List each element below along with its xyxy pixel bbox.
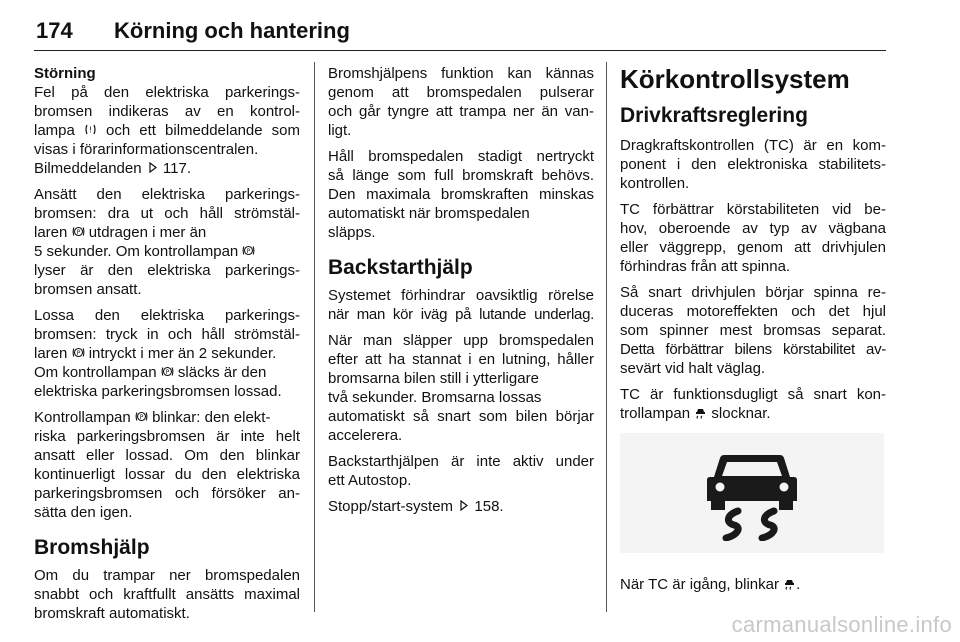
paragraph-autostop [328,452,594,490]
heading-backstarthjalp: Backstarthjälp [328,256,473,279]
text-line: parkeringsbromsen och försöker an- [34,485,300,502]
parking-brake-lamp-icon [135,410,148,423]
parking-brake-lamp-icon [72,346,85,359]
paragraph-release [34,306,300,401]
text-line: Om kontrollampan P släcks är den [34,364,267,381]
text-line: bromsarna bilen still i ytterligare [328,370,539,387]
text-line: När TC är igång, blinkar . [620,576,801,593]
text-line: Systemet förhindrar oavsiktlig rörelse [328,287,594,304]
text-line: bromsen indikeras av en kontrol- [34,103,300,120]
heading-korkontrollsystem: Körkontrollsystem [620,64,850,94]
text-line: hov, oberoende av typ av vägbana [620,220,886,237]
paragraph-tc-spin [620,283,886,378]
svg-text:P: P [165,368,170,376]
arrow-icon[interactable] [146,161,159,174]
paragraph-release-incline [328,331,594,445]
parking-brake-lamp-icon [72,225,85,238]
text-line: Om du trampar ner bromspedalen [34,567,300,584]
text-line: duceras motoreffekten och det hjul [620,303,886,320]
text-line: två sekunder. Bromsarna lossas [328,389,542,406]
text-line: och går tyngre att trampa ner än van- [328,103,594,120]
svg-text:P: P [76,228,80,236]
paragraph-stopstart-ref [328,497,594,516]
text-line: Så snart drivhjulen börjar spinna re- [620,284,886,301]
watermark: carmanualsonline.info [731,612,952,637]
text-line: bromsen: tryck in och håll strömstäl- [34,326,300,343]
text-line: Den maximala bromskraften minskas [328,186,594,203]
text-line: bromskraft automatiskt. [34,605,190,622]
text-line: När man släpper upp bromspedalen [328,332,594,349]
paragraph-tc-functional [620,385,886,423]
page-number: 174 [36,18,73,43]
paragraph-fault [34,83,300,178]
text-line: trollampan slocknar. [620,405,771,422]
text-line: sätta den igen. [34,504,133,521]
text-line: ett Autostop. [328,472,412,489]
paragraph-apply [34,185,300,299]
text-line: Dragkraftskontrollen (TC) är en kom- [620,137,886,154]
heading-drivkraftsreglering: Drivkraftsreglering [620,104,808,127]
text-line: som spinner mest bromsas separat. [620,322,886,339]
column-middle [328,64,594,523]
paragraph-pulse [328,64,594,140]
text-line: lampa ! och ett bilmeddelande som [34,122,300,139]
traction-control-icon [694,406,707,419]
subheading-storning: Störning [34,65,96,82]
text-line: accelerera. [328,427,403,444]
text-line: Stopp/start-system 158. [328,498,504,515]
heading-bromshjalp: Bromshjälp [34,536,150,559]
text-line: Ansätt den elektriska parkerings- [34,186,300,203]
text-line: automatiskt när bromspedalen [328,205,530,222]
arrow-icon[interactable] [457,499,470,512]
traction-control-icon [783,577,796,590]
text-line: TC förbättrar körstabiliteten vid be- [620,201,886,218]
text-line: Backstarthjälpen är inte aktiv under [328,453,594,470]
text-line: Bilmeddelanden 117. [34,160,192,177]
column-divider [314,62,315,612]
text-line: ponent i den elektroniska stabilitets- [620,156,886,173]
text-line: bromsen: dra ut och håll strömstäl- [34,205,300,222]
text-line: släpps. [328,224,376,241]
parking-brake-lamp-icon [161,365,174,378]
text-line: laren P utdragen i mer än [34,224,207,241]
paragraph-tc-component [620,136,886,193]
traction-control-icon [702,445,802,541]
text-line: bromsen ansatt. [34,281,142,298]
text-line: genom att bromspedalen pulserar [328,84,594,101]
chapter-title: Körning och hantering [114,18,350,43]
column-left [34,64,300,630]
svg-text:P: P [76,349,80,357]
column-divider [606,62,607,612]
text-line: ansatt eller lossad. Om den blinkar [34,447,300,464]
paragraph-brake-assist [34,566,300,623]
text-line: lyser är den elektriska parkerings- [34,262,300,279]
column-right [620,64,886,601]
text-line: Fel på den elektriska parkerings- [34,84,300,101]
text-line: Håll bromspedalen stadigt nertryckt [328,148,594,165]
paragraph-blink [34,408,300,522]
parking-brake-lamp-icon [242,244,255,257]
text-line: när man kör iväg på lutande underlag. [328,306,594,323]
text-line: sevärt vid halt väglag. [620,360,766,377]
warning-lamp-icon [84,123,97,136]
text-line: kontrollen. [620,175,690,192]
paragraph-prevent [328,286,594,324]
text-line: Detta förbättrar bilens körstabilitet av- [620,341,886,358]
text-line: förhindras från att spinna. [620,258,791,275]
text-line: Bromshjälpens funktion kan kännas [328,65,594,82]
text-line: efter att ha stannat i en lutning, håller [328,351,594,368]
text-line: elektriska parkeringsbromsen lossad. [34,383,282,400]
text-line: eller väggrepp, genom att drivhjulen [620,239,886,256]
paragraph-tc-stability [620,200,886,276]
text-line: Kontrollampan P blinkar: den elekt- [34,409,271,426]
text-line: så länge som full bromskraft behövs. [328,167,594,184]
svg-text:!: ! [88,125,93,135]
text-line: ligt. [328,122,352,139]
text-line: automatiskt så snart som bilen börjar [328,408,594,425]
text-line: Lossa den elektriska parkerings- [34,307,300,324]
text-line: laren P intryckt i mer än 2 sekunder. [34,345,277,362]
header-divider [34,50,886,51]
paragraph-tc-active [620,575,886,594]
text-line: kontinuerligt lossar du den elektriska [34,466,300,483]
page-header [34,18,886,48]
svg-text:P: P [247,247,251,255]
text-line: riska parkeringsbromsen är inte helt [34,428,300,445]
traction-control-figure [620,433,884,553]
text-line: TC är funktionsdugligt så snart kon- [620,386,886,403]
svg-text:P: P [139,413,144,421]
text-line: visas i förarinformationscentralen. [34,141,259,158]
text-line: 5 sekunder. Om kontrollampan P [34,242,300,261]
paragraph-hold [328,147,594,242]
text-line: snabbt och kraftfullt ansätts maximal [34,586,300,603]
